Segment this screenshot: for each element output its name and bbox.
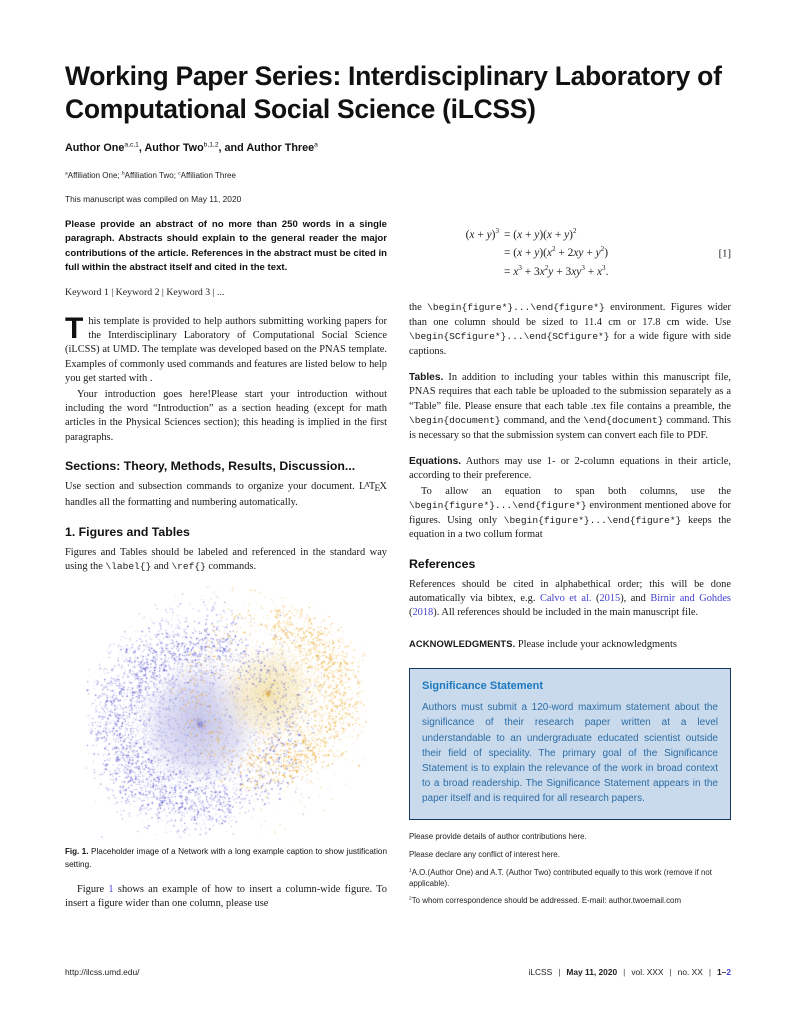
text-segment: Use section and subsection commands to organize your document.	[65, 481, 359, 493]
inline-code: \begin{figure*}...\end{figure*}	[427, 302, 605, 314]
equation-line: = $x^3 + 3x^2y + 3xy^3 + x^3$.	[504, 264, 609, 278]
sections-paragraph	[65, 480, 387, 510]
text-segment: ,	[138, 142, 145, 155]
text-segment: Your introduction goes here!Please start your introduction without including the word “Introduction” as a section heading (except for math articles in the Physical Sciences section); this heading is implied in the first paragraphs.	[65, 388, 387, 443]
significance-title: Significance Statement	[422, 680, 544, 693]
introduction-note-paragraph	[65, 388, 387, 446]
text-segment: References should be cited in alphabethical order; this will be done automatically via bibtex, e.g.	[409, 578, 731, 604]
text-segment: |	[623, 967, 626, 977]
intro-paragraph	[65, 311, 387, 387]
text-segment: Fig. 1.	[65, 847, 89, 857]
text-segment: iLCSS	[528, 967, 553, 977]
text-segment: shows an example of how to insert a column-wide figure. To insert a figure wider than one column, please use	[65, 884, 387, 910]
text-segment: 1–	[717, 967, 727, 977]
text-segment: Please declare any conflict of interest here.	[409, 850, 560, 859]
page-footer	[65, 967, 731, 977]
sections-heading: Sections: Theory, Methods, Results, Discussion...	[65, 459, 356, 474]
text-segment: a	[314, 141, 318, 149]
text-segment: Please provide details of author contributions here.	[409, 832, 587, 842]
citation-link[interactable]: 1	[108, 884, 114, 896]
text-segment: Affiliation One;	[67, 171, 122, 181]
text-segment: c	[178, 171, 181, 177]
text-segment: A.O.(Author One) and A.T. (Author Two) contributed equally to this work (remove if not applicable).	[409, 867, 712, 888]
inline-code: \begin{SCfigure*}...\end{SCfigure*}	[409, 331, 610, 343]
equation-line: = $(x + y)(x^2 + 2xy + y^2)$	[504, 245, 608, 260]
authors-line	[65, 142, 731, 154]
text-segment: Placeholder image of a Network with a long example caption to show justification setting.	[65, 847, 388, 869]
paper-header	[65, 60, 731, 204]
text-segment: command, and the	[500, 415, 584, 427]
citation-link[interactable]: Birnir and Gohdes	[650, 592, 731, 604]
equation-number: [1]	[718, 248, 731, 260]
text-segment: environment. Figures wider than one column should be sized to 11.4 cm or 17.8 cm wide. Use	[409, 302, 731, 328]
text-segment: b,1,2	[203, 141, 219, 149]
footnote	[409, 831, 731, 842]
text-segment: |	[708, 967, 711, 977]
text-segment: Affiliation Three	[180, 171, 236, 181]
text-segment: commands.	[205, 561, 257, 573]
text-segment: vol. XXX	[631, 967, 664, 977]
right-column-flow	[409, 226, 731, 652]
citation-link[interactable]: Calvo et al.	[539, 592, 592, 604]
text-segment: Tables.	[409, 372, 444, 384]
text-segment: ACKNOWLEDGMENTS.	[409, 637, 516, 649]
footer-url[interactable]: http://ilcss.umd.edu/	[65, 967, 140, 977]
acknowledgments-paragraph	[409, 637, 731, 652]
text-segment: |	[669, 967, 672, 977]
text-segment: keeps the equation in a two collum format	[409, 514, 731, 541]
right-column	[409, 218, 731, 913]
text-segment: the	[409, 302, 428, 314]
text-segment: In addition to including your tables within this manuscript file, PNAS requires that each table be uploaded to the submission separately as a “Table” file. Please ensure that each table .tex file contains a preamble, the	[409, 372, 731, 412]
dropcap: T	[65, 311, 84, 345]
text-segment: Author One	[65, 142, 125, 155]
text-segment: (	[409, 607, 413, 619]
text-segment: To whom correspondence should be addressed. E-mail: author.twoemail.com	[411, 896, 682, 906]
footer-journal-info	[528, 967, 731, 977]
footnote	[409, 895, 731, 906]
text-segment: his template is provided to help authors submitting working papers for the Interdisciplinary Laboratory of Computational Social Science (iLCSS) at UMD. The template was developed based on the PNAS template. Examples of commonly used commands and features are listed below to help you get started with .	[65, 315, 387, 385]
references-heading: References	[409, 556, 476, 571]
inline-code: \begin{figure*}...\end{figure*}	[503, 514, 682, 526]
inline-code: \ref{}	[171, 561, 206, 573]
figure-1	[85, 586, 367, 838]
text-segment: , and	[218, 142, 247, 155]
latex-logo: LATEX	[358, 481, 387, 495]
inline-code: \end{document}	[583, 415, 664, 427]
keywords-line: Keyword 1 | Keyword 2 | Keyword 3 | ...	[65, 286, 225, 298]
footnote	[409, 867, 731, 889]
citation-link[interactable]: 2018	[412, 607, 434, 619]
figure-reference-paragraph	[65, 883, 387, 912]
text-segment: Please include your acknowledgments	[515, 638, 677, 650]
text-segment: 2	[409, 896, 412, 902]
equation-line: $(x + y)^3$ = $(x + y)(x + y)^2$	[465, 227, 577, 241]
span-columns-paragraph	[409, 485, 731, 543]
figures-tables-heading: 1. Figures and Tables	[65, 524, 190, 539]
text-segment: Author Two	[144, 142, 204, 155]
footnotes-block	[409, 831, 731, 906]
figures-tables-paragraph	[65, 546, 387, 575]
text-segment: To allow an equation to span both columns, use the	[421, 485, 731, 497]
inline-code: \label{}	[105, 561, 152, 573]
two-column-body	[65, 218, 731, 913]
significance-box	[409, 668, 731, 820]
page-title: Working Paper Series: Interdisciplinary Laboratory of Computational Social Science (iLCSS)	[65, 61, 722, 124]
text-segment: ), and	[620, 592, 651, 604]
text-segment: handles all the formatting and numbering automatically.	[65, 497, 298, 509]
text-segment: ). All references should be included in the main manuscript file.	[433, 607, 699, 619]
text-segment: Equations.	[409, 456, 462, 468]
text-segment: for a wide figure with side captions.	[409, 331, 731, 357]
significance-body: Authors must submit a 120-word maximum statement about the significance of their research paper written at a level understandable to an undergraduate educated scientist outside their field of speciality. The primary goal of the Significance Statement is to explain the relevance of the work in broad context to a broad readership. The Significance Statement appears in the paper itself and is required for all research papers.	[422, 702, 718, 805]
footnote	[409, 849, 731, 860]
inline-code: \begin{document}	[409, 415, 501, 427]
text-segment: May 11, 2020	[566, 967, 618, 977]
figure-caption	[65, 846, 387, 871]
text-segment: |	[558, 967, 561, 977]
tables-paragraph	[409, 371, 731, 443]
text-segment: 1	[409, 867, 412, 873]
text-segment: and	[151, 561, 172, 573]
text-segment: no. XX	[677, 967, 703, 977]
figure-environment-paragraph	[409, 301, 731, 359]
text-segment: command. This is necessary so that the submission system can convert each file to PDF.	[409, 415, 731, 441]
text-segment: a	[65, 171, 68, 177]
affiliations-line	[65, 171, 731, 180]
abstract-text: Please provide an abstract of no more than 250 words in a single paragraph. Abstracts should explain to the general reader the major contributions of the article. References in the abstract must be cited in full within the abstract itself and cited in the text.	[65, 219, 387, 274]
references-paragraph	[409, 578, 731, 621]
compiled-date-line: This manuscript was compiled on May 11, 2020	[65, 194, 242, 205]
text-segment: (	[591, 592, 600, 604]
text-segment: a,c,1	[124, 141, 139, 149]
text-segment: Authors may use 1- or 2-column equations in their article, according to their preference.	[409, 456, 731, 482]
equation-block	[409, 226, 731, 281]
citation-link[interactable]: 2015	[599, 592, 621, 604]
text-segment: Author Three	[246, 142, 315, 155]
text-segment: Affiliation Two;	[124, 171, 179, 181]
text-segment: Figures and Tables should be labeled and referenced in the standard way using the	[65, 546, 387, 573]
text-segment: environment mentioned above for figures. Using only	[409, 500, 731, 526]
text-segment: b	[121, 171, 125, 177]
inline-code: \begin{figure*}...\end{figure*}	[409, 500, 587, 512]
text-segment: Figure	[77, 884, 109, 896]
equations-paragraph	[409, 455, 731, 484]
citation-link[interactable]: 2	[726, 967, 731, 977]
left-column	[65, 218, 387, 913]
left-column-flow	[65, 311, 388, 912]
network-figure-image	[85, 586, 367, 838]
